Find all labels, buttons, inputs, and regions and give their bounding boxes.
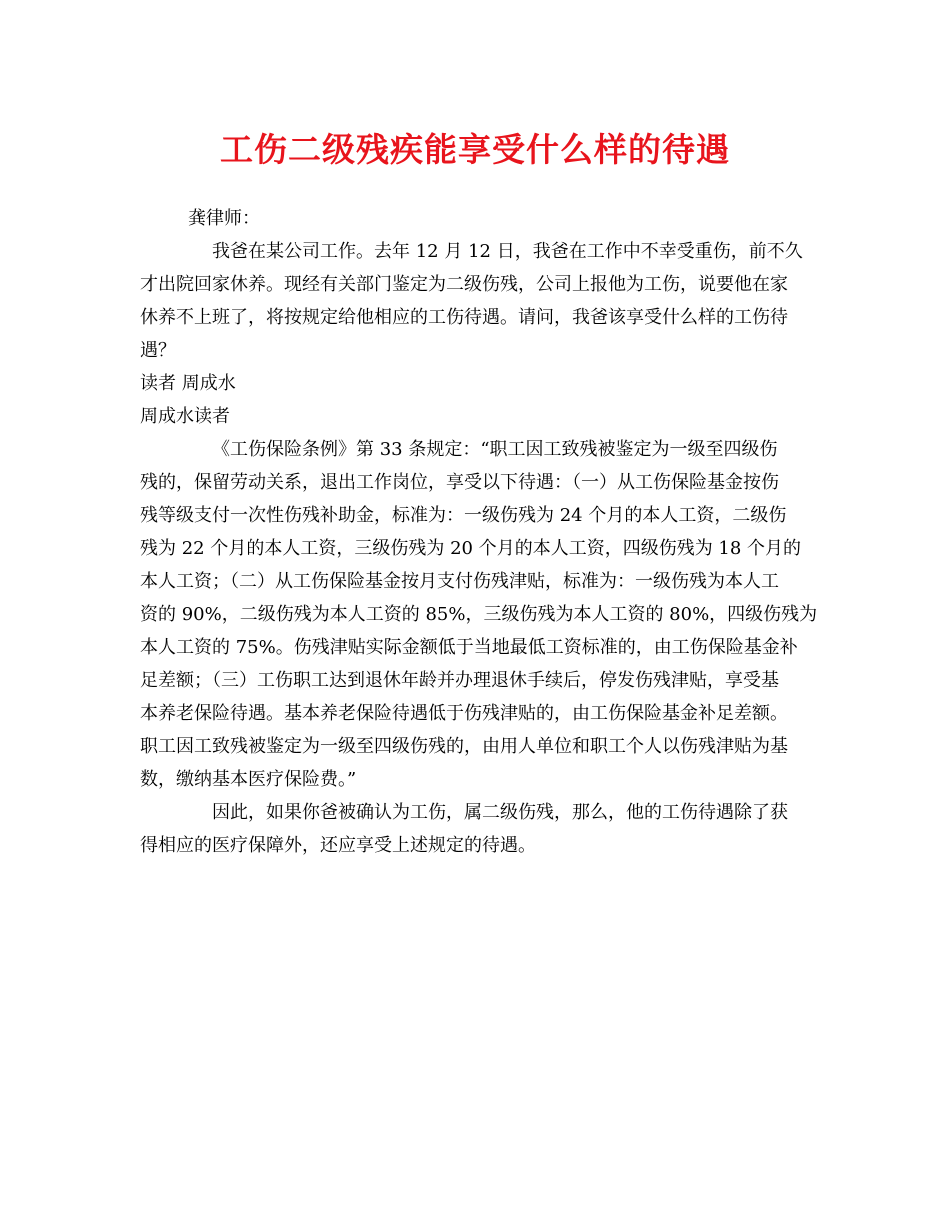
document-body (140, 202, 818, 862)
answer-line: 本养老保险待遇。基本养老保险待遇低于伤残津贴的，由工伤保险基金补足差额。 (140, 703, 788, 724)
letter-line: 遇？ (140, 340, 176, 361)
answer-line: 本人工资；（二）从工伤保险基金按月支付伤残津贴，标准为：一级伤残为本人工 (140, 571, 779, 592)
answer-line: 职工因工致残被鉴定为一级至四级伤残的，由用人单位和职工个人以伤残津贴为基 (140, 736, 788, 757)
answer-line: 《工伤保险条例》第 33 条规定：“职工因工致残被鉴定为一级至四级伤 (212, 439, 778, 460)
answer-line: 残为 22 个月的本人工资，三级伤残为 20 个月的本人工资，四级伤残为 18 个月的 (140, 538, 802, 559)
answer-line: 数，缴纳基本医疗保险费。” (140, 769, 357, 790)
reply-to: 周成水读者 (140, 406, 230, 427)
answer-line: 足差额；（三）工伤职工达到退休年龄并办理退休手续后，停发伤残津贴，享受基 (140, 670, 779, 691)
signature: 读者 周成水 (140, 373, 236, 394)
answer-line: 资的 90%，二级伤残为本人工资的 85%，三级伤残为本人工资的 80%，四级伤残为 (140, 604, 818, 625)
conclusion-line: 得相应的医疗保障外，还应享受上述规定的待遇。 (140, 835, 536, 856)
answer-line: 残等级支付一次性伤残补助金，标准为：一级伤残为 24 个月的本人工资，二级伤 (140, 505, 787, 526)
letter-line: 才出院回家休养。现经有关部门鉴定为二级伤残，公司上报他为工伤，说要他在家 (140, 274, 788, 295)
answer-line: 残的，保留劳动关系，退出工作岗位，享受以下待遇：（一）从工伤保险基金按伤 (140, 472, 779, 493)
answer-line: 本人工资的 75%。伤残津贴实际金额低于当地最低工资标准的，由工伤保险基金补 (140, 637, 798, 658)
salutation: 龚律师： (188, 208, 260, 229)
document-title: 工伤二级残疾能享受什么样的待遇 (220, 130, 730, 169)
letter-line: 休养不上班了，将按规定给他相应的工伤待遇。请问，我爸该享受什么样的工伤待 (140, 307, 788, 328)
letter-line: 我爸在某公司工作。去年 12 月 12 日，我爸在工作中不幸受重伤，前不久 (212, 241, 803, 262)
conclusion-line: 因此，如果你爸被确认为工伤，属二级伤残，那么，他的工伤待遇除了获 (212, 802, 788, 823)
